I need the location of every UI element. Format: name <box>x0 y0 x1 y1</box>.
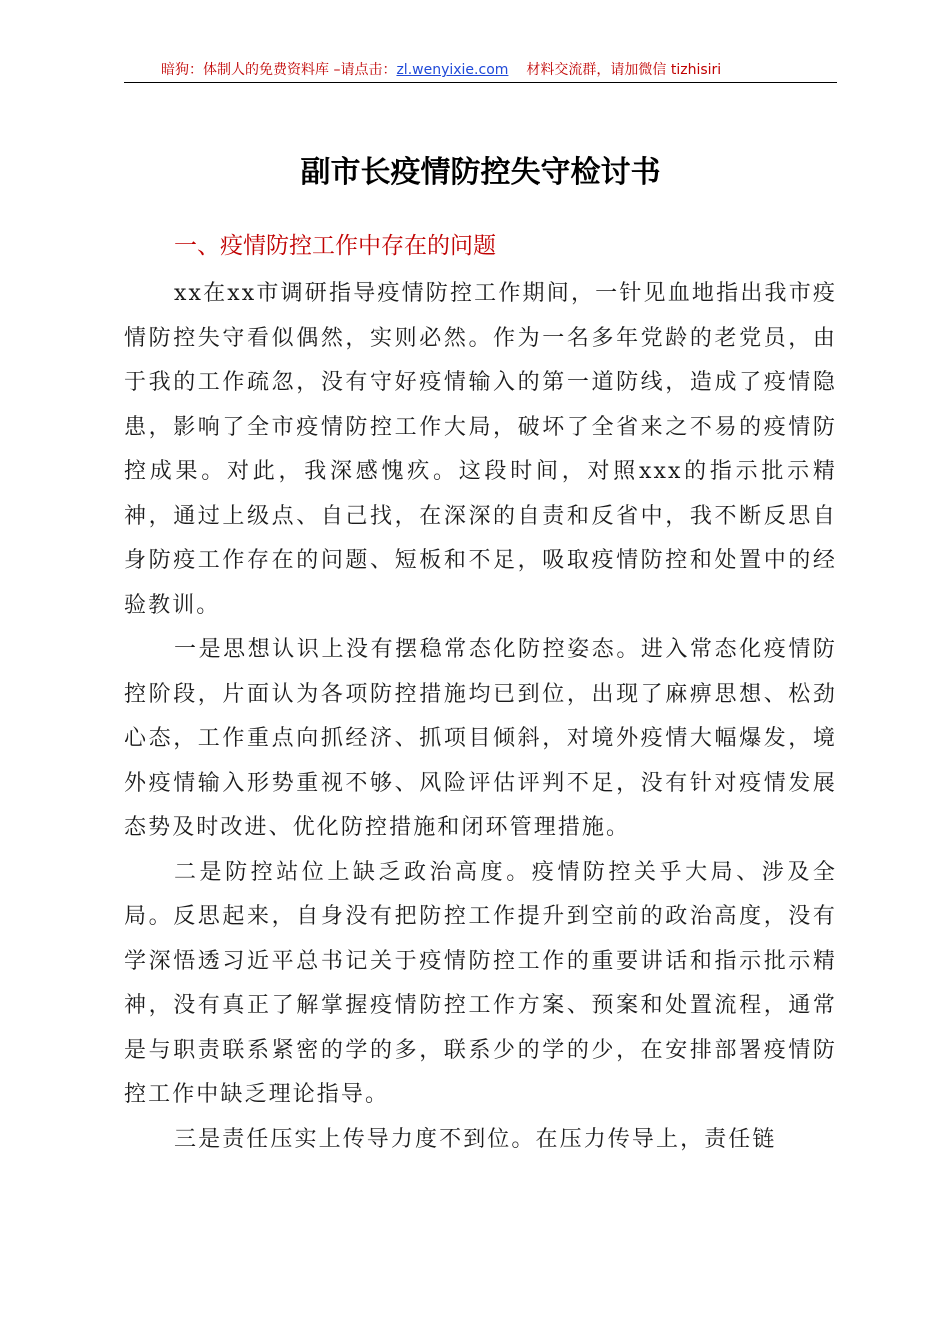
document-title: 副市长疫情防控失守检讨书 <box>300 155 661 190</box>
section-heading: 一、疫情防控工作中存在的问题 <box>174 233 496 259</box>
header-wechat-text: 材料交流群，请加微信 tizhisiri <box>526 62 722 78</box>
body-paragraph: 三是责任压实上传导力度不到位。在压力传导上，责任链 <box>174 1126 777 1152</box>
page-header <box>124 58 837 82</box>
document-body <box>124 272 837 1162</box>
header-divider <box>124 82 837 83</box>
body-paragraph: 一是思想认识上没有摆稳常态化防控姿态。进入常态化疫情防控阶段，片面认为各项防控措施均已到位，出现了麻痹思想、松劲心态，工作重点向抓经济、抓项目倾斜，对境外疫情大幅爆发，境外疫情输入形势重视不够、风险评估评判不足，没有针对疫情发展态势及时改进、优化防控措施和闭环管理措施。 <box>124 637 837 840</box>
body-paragraph: xx在xx市调研指导疫情防控工作期间，一针见血地指出我市疫情防控失守看似偶然，实则必然。作为一名多年党龄的老党员，由于我的工作疏忽，没有守好疫情输入的第一道防线，造成了疫情隐患，影响了全市疫情防控工作大局，破坏了全省来之不易的疫情防控成果。对此，我深感愧疚。这段时间，对照xxx的指示批示精神，通过上级点、自己找，在深深的自责和反省中，我不断反思自身防疫工作存在的问题、短板和不足，吸取疫情防控和处置中的经验教训。 <box>124 281 837 618</box>
header-website-link[interactable]: zl.wenyixie.com <box>396 62 509 78</box>
header-promo-text: 暗狗：体制人的免费资料库 –请点击： <box>161 62 397 78</box>
body-paragraph: 二是防控站位上缺乏政治高度。疫情防控关乎大局、涉及全局。反思起来，自身没有把防控工作提升到空前的政治高度，没有学深悟透习近平总书记关于疫情防控工作的重要讲话和指示批示精神，没有真正了解掌握疫情防控工作方案、预案和处置流程，通常是与职责联系紧密的学的多，联系少的学的少，在安排部署疫情防控工作中缺乏理论指导。 <box>124 859 837 1107</box>
